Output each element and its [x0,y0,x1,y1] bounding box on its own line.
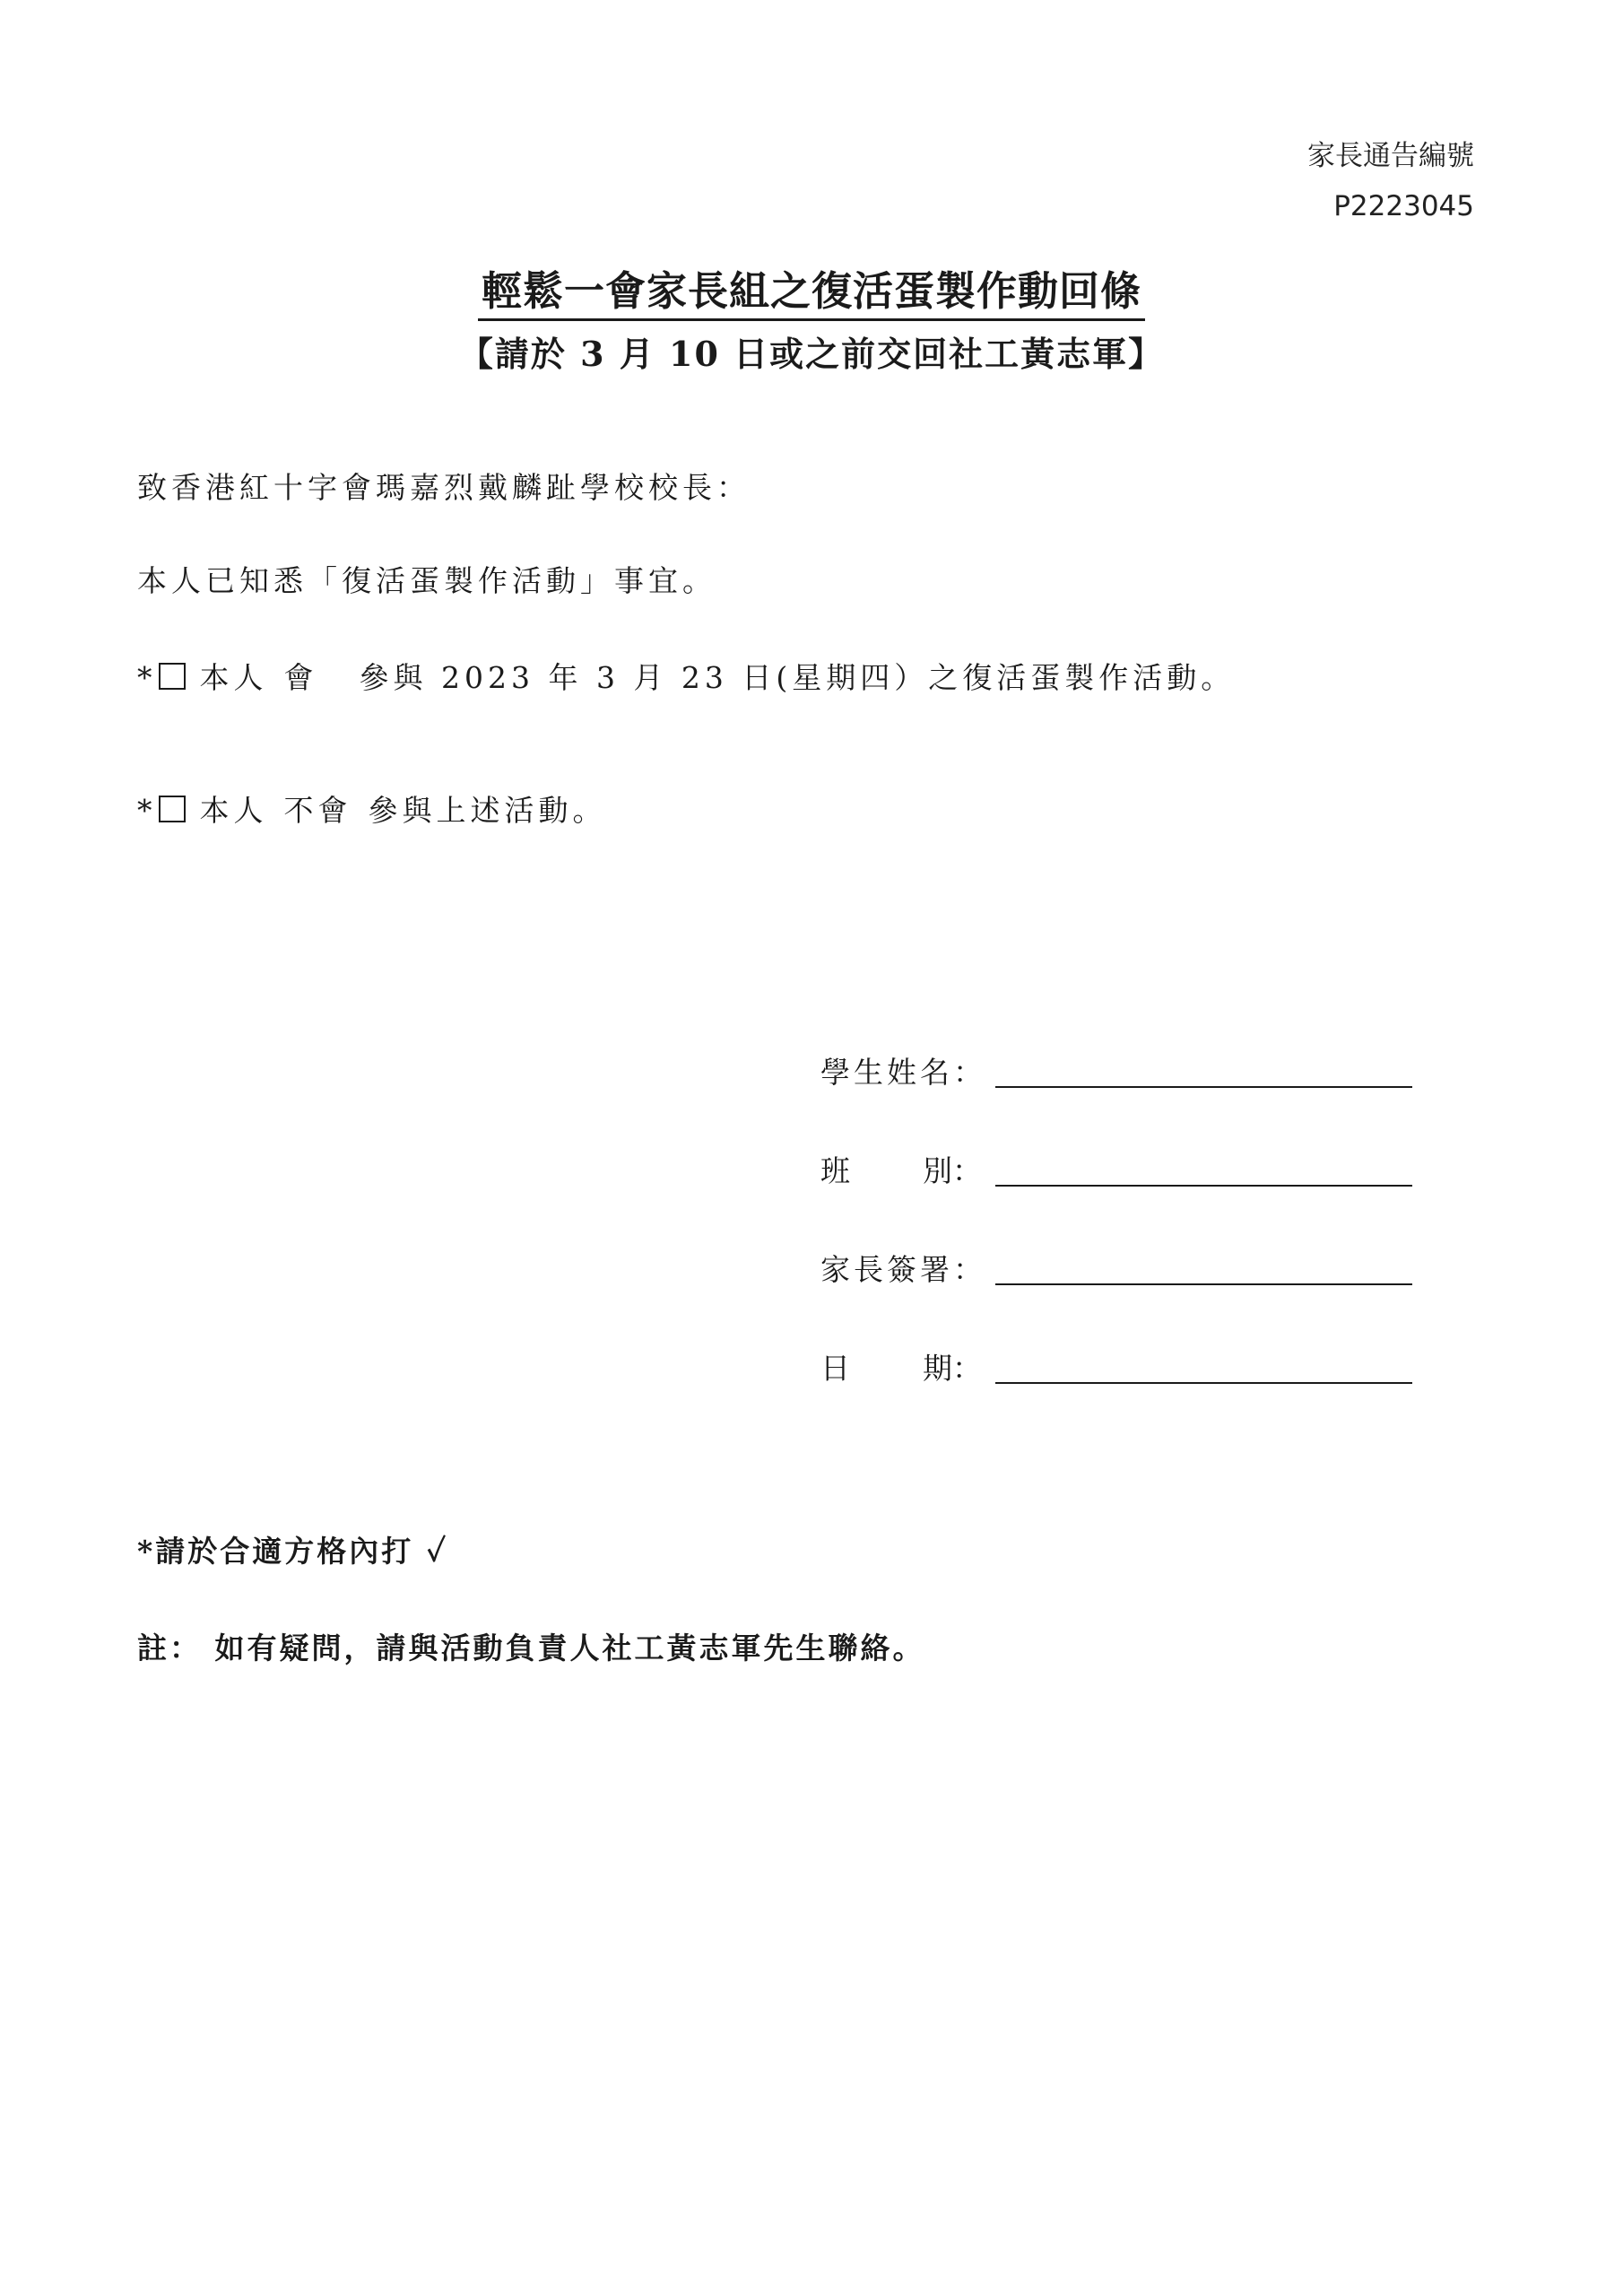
notice-number: P2223045 [1333,190,1474,222]
class-field [820,1151,1412,1196]
date-label: 日 期： [820,1351,982,1386]
notice-label: 家長通告編號 [1307,140,1474,172]
option-who: 本人 [199,793,268,828]
tick-instruction: *請於合適方格內打 ✓ [137,1534,449,1569]
date-field [820,1348,1412,1393]
enquiry-note: 註： 如有疑問，請與活動負責人社工黃志軍先生聯絡。 [137,1631,925,1665]
attend-checkbox[interactable] [159,663,186,690]
return-deadline: 【請於 3 月 10 日或之前交回社工黃志軍】 [458,334,1165,374]
option-text: 參與 2023 年 3 月 23 日(星期四）之復活蛋製作活動。 [359,660,1236,695]
option-choice: 不會 [283,793,352,828]
option-text: 參與上述活動。 [368,793,607,828]
title-block [0,258,1623,376]
salutation: 致香港紅十字會瑪嘉烈戴麟趾學校校長： [137,470,751,505]
parent-signature-label: 家長簽署： [820,1252,986,1287]
option-decline [137,787,607,830]
class-label: 班 別： [820,1153,982,1188]
option-who: 本人 [199,660,268,695]
decline-checkbox[interactable] [159,796,186,822]
option-attend [137,655,1235,697]
student-name-label: 學生姓名： [820,1055,986,1090]
acknowledgement: 本人已知悉「復活蛋製作活動」事宜。 [137,563,716,598]
date-input-line[interactable] [995,1382,1412,1384]
student-name-field [820,1052,1412,1097]
class-input-line[interactable] [995,1185,1412,1187]
parent-signature-input-line[interactable] [995,1283,1412,1285]
notice-reference [1307,131,1474,231]
parent-signature-field [820,1249,1412,1294]
asterisk-mark: * [137,793,157,828]
asterisk-mark: * [137,660,157,695]
option-choice: 會 [283,660,318,695]
document-title: 輕鬆一會家長組之復活蛋製作動回條 [478,258,1145,321]
student-name-input-line[interactable] [995,1086,1412,1088]
